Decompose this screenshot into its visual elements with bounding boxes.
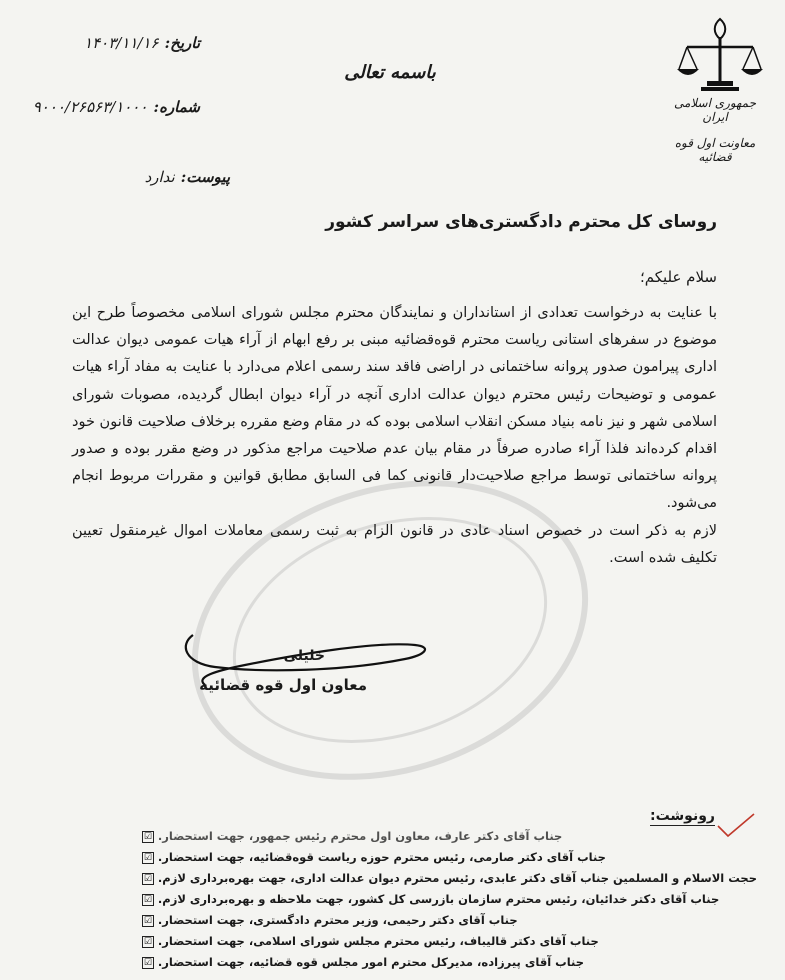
recipient-line: روسای کل محترم دادگستری‌های سراسر کشور bbox=[325, 212, 717, 232]
attachment-label: پیوست: bbox=[180, 168, 230, 186]
checkbox-checked-icon: ☑ bbox=[143, 831, 152, 842]
checkbox-checked-icon: ☑ bbox=[143, 873, 152, 884]
scales-of-justice-icon bbox=[675, 15, 765, 95]
org-name-line2: معاونت اول قوه قضائیه bbox=[674, 136, 756, 164]
number-value: ۹۰۰۰/۲۶۵۶۳/۱۰۰۰ bbox=[32, 98, 148, 116]
date-label: تاریخ: bbox=[164, 34, 200, 52]
signatory-title: معاون اول قوه قضائیه bbox=[199, 676, 367, 694]
greeting: سلام علیکم؛ bbox=[639, 268, 717, 286]
date-field bbox=[84, 34, 200, 52]
checkbox-checked-icon: ☑ bbox=[143, 957, 152, 968]
checkbox-checked-icon: ☑ bbox=[143, 894, 152, 905]
cc-item-text: جناب آقای دکتر خدائیان، رئیس محترم سازمان بازرسی کل کشور، جهت ملاحظه و بهره‌برداری لازم. bbox=[157, 892, 720, 906]
cc-list bbox=[142, 826, 757, 973]
body-paragraph-1: با عنایت به درخواست تعدادی از استانداران و نمایندگان محترم مجلس شورای اسلامی مخصوصاً طرح این موضوع در سفرهای استانی ریاست محترم قوه‌قضائیه مبنی بر رفع ابهام از آراء هیات عمومی دیوان عدالت اداری پیرامون صدور پروانه ساختمانی در اراضی فاقد سند رسمی اعلام می‌دارد با عنایت به مفاد آراء هیات عمومی و توضیحات رئیس محترم دیوان عدالت اداری آنچه در آراء دیوان ابطال گردیده، مصوبات شورای اسلامی شهر و نیز نامه بنیاد مسکن انقلاب اسلامی بوده که در مقام وضع مقرره برخلاف صلاحیت قانون خود اقدام کرده‌اند فلذا آراء صادره صرفاً در مقام بیان عدم صلاحیت مراجع مذکور در وضع مقرر بوده و صدور پروانه ساختمانی توسط مراجع صلاحیت‌دار قانونی کما فی السابق مطابق قوانین و مقررات مربوط انجام می‌شود. bbox=[72, 305, 717, 512]
cc-heading: رونوشت: bbox=[650, 808, 715, 824]
cc-item-text: جناب آقای دکتر قالیباف، رئیس محترم مجلس شورای اسلامی، جهت استحضار. bbox=[157, 934, 599, 948]
number-label: شماره: bbox=[153, 98, 200, 116]
checkbox-checked-icon: ☑ bbox=[143, 852, 152, 863]
attachment-value: ندارد bbox=[144, 168, 175, 186]
org-name-line1: جمهوری اسلامی ایران bbox=[673, 96, 757, 124]
list-item bbox=[142, 952, 757, 973]
checkbox-checked-icon: ☑ bbox=[143, 936, 152, 947]
list-item bbox=[142, 910, 757, 931]
list-item bbox=[142, 847, 757, 868]
attachment-field bbox=[145, 168, 230, 186]
signatory-name: خلیلی bbox=[283, 648, 325, 664]
list-item bbox=[142, 868, 757, 889]
number-field bbox=[33, 98, 200, 116]
cc-item-text: جناب آقای دکتر عارف، معاون اول محترم رئیس جمهور، جهت استحضار. bbox=[157, 829, 563, 843]
cc-item-text: جناب آقای دکتر صارمی، رئیس محترم حوزه ریاست قوه‌قضائیه، جهت استحضار. bbox=[157, 850, 606, 864]
date-value: ۱۴۰۳/۱۱/۱۶ bbox=[84, 34, 159, 52]
letter-body bbox=[72, 300, 717, 572]
checkbox-checked-icon: ☑ bbox=[143, 915, 152, 926]
body-paragraph-2: لازم به ذکر است در خصوص اسناد عادی در قانون الزام به ثبت رسمی معاملات اموال غیرمنقول تعیین تکلیف شده است. bbox=[72, 522, 717, 566]
bismillah-heading: باسمه تعالی bbox=[344, 62, 436, 83]
list-item bbox=[142, 889, 757, 910]
list-item bbox=[142, 931, 757, 952]
cc-item-text: حجت الاسلام و المسلمین جناب آقای دکتر عابدی، رئیس محترم دیوان عدالت اداری، جهت بهره‌برداری لازم. bbox=[157, 871, 757, 885]
list-item bbox=[142, 826, 757, 847]
cc-item-text: جناب آقای پیرزاده، مدیرکل محترم امور مجلس قوه قضائیه، جهت استحضار. bbox=[157, 955, 585, 969]
cc-item-text: جناب آقای دکتر رحیمی، وزیر محترم دادگستری، جهت استحضار. bbox=[157, 913, 518, 927]
